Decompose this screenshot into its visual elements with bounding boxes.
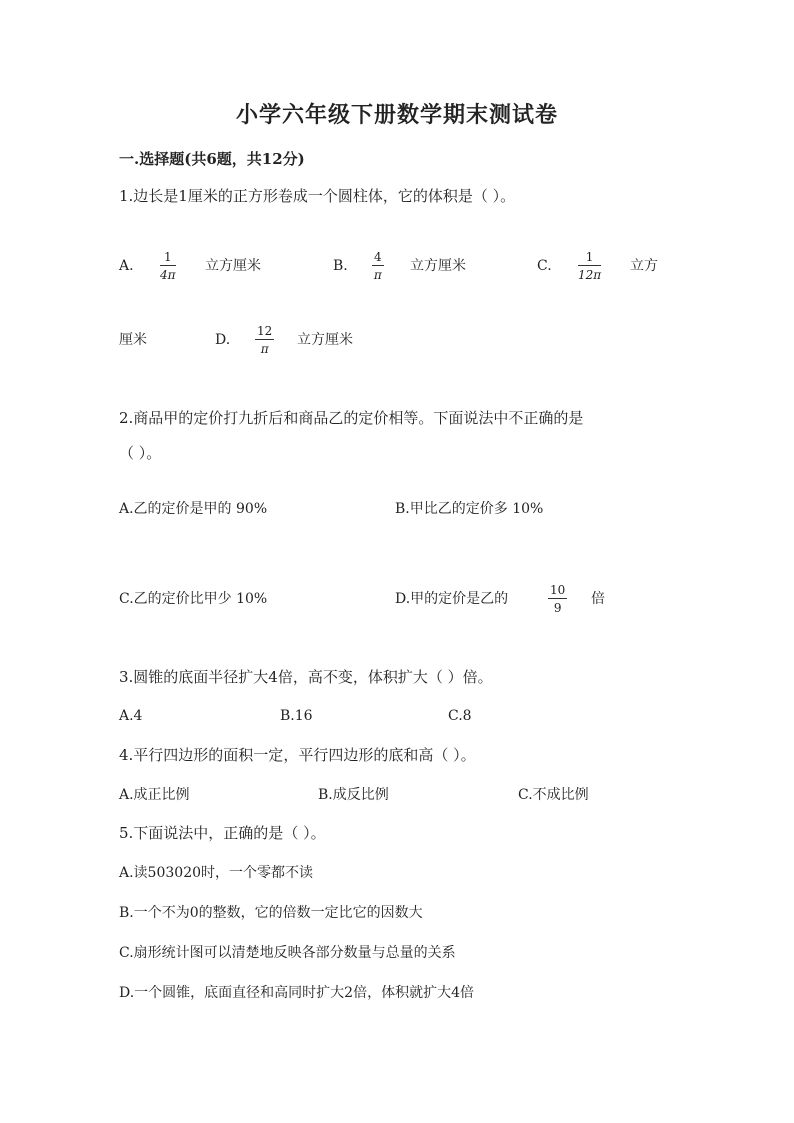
- q2-option-a: A.乙的定价是甲的 90%: [119, 501, 268, 517]
- fraction-denominator: π: [260, 342, 269, 356]
- q1-option-c-unit-continued: 厘米: [119, 332, 147, 348]
- question-3-stem: 3.圆锥的底面半径扩大4倍，高不变，体积扩大（ ）倍。: [119, 668, 493, 686]
- question-1-stem: 1.边长是1厘米的正方形卷成一个圆柱体，它的体积是（ ）。: [119, 187, 516, 205]
- q1-option-b-fraction: [372, 250, 384, 282]
- q1-option-c-fraction: [578, 250, 601, 282]
- fraction-numerator: 10: [550, 583, 566, 597]
- q4-option-a: A.成正比例: [119, 787, 190, 803]
- q3-option-b: B.16: [280, 708, 313, 724]
- page-title: 小学六年级下册数学期末测试卷: [235, 102, 558, 128]
- q1-option-d-fraction: [255, 324, 274, 356]
- question-2-stem-line2: （ ）。: [119, 444, 162, 462]
- q1-option-c-label: C.: [537, 258, 552, 274]
- fraction-denominator: π: [373, 268, 382, 282]
- q5-option-d: D.一个圆锥，底面直径和高同时扩大2倍，体积就扩大4倍: [119, 985, 474, 1001]
- q1-option-a-unit: 立方厘米: [205, 258, 261, 274]
- question-5-stem: 5.下面说法中，正确的是（ ）。: [119, 824, 326, 842]
- q1-option-a-fraction: [160, 250, 176, 282]
- q2-option-c: C.乙的定价比甲少 10%: [119, 591, 268, 607]
- fraction-numerator: 1: [163, 250, 172, 264]
- fraction-numerator: 1: [585, 250, 594, 264]
- q1-option-b-unit: 立方厘米: [410, 258, 466, 274]
- q2-option-b: B.甲比乙的定价多 10%: [395, 501, 544, 517]
- q2-option-d: D.甲的定价是乙的: [395, 591, 509, 607]
- q2-option-d-unit: 倍: [591, 591, 605, 607]
- q5-option-a: A.读503020时，一个零都不读: [119, 865, 314, 881]
- fraction-denominator: 4π: [160, 268, 176, 282]
- question-4-stem: 4.平行四边形的面积一定，平行四边形的底和高（ ）。: [119, 746, 476, 764]
- q5-option-b: B.一个不为0的整数，它的倍数一定比它的因数大: [119, 905, 423, 921]
- fraction-numerator: 12: [257, 324, 273, 338]
- fraction-denominator: 12π: [578, 268, 602, 282]
- fraction-numerator: 4: [374, 250, 382, 264]
- q3-option-c: C.8: [448, 708, 472, 724]
- q5-option-c: C.扇形统计图可以清楚地反映各部分数量与总量的关系: [119, 945, 456, 961]
- q1-option-a-label: A.: [119, 258, 134, 274]
- q3-option-a: A.4: [119, 708, 143, 724]
- q1-option-c-unit: 立方: [630, 258, 658, 274]
- q4-option-c: C.不成比例: [518, 787, 589, 803]
- q1-option-d-unit: 立方厘米: [297, 332, 353, 348]
- q2-option-d-fraction: [548, 583, 567, 615]
- q1-option-b-label: B.: [333, 258, 348, 274]
- q1-option-d-label: D.: [215, 332, 231, 348]
- fraction-denominator: 9: [553, 601, 562, 615]
- section-heading: 一.选择题(共6题，共12分): [119, 150, 305, 168]
- q4-option-b: B.成反比例: [318, 787, 389, 803]
- question-2-stem-line1: 2.商品甲的定价打九折后和商品乙的定价相等。下面说法中不正确的是: [119, 409, 584, 427]
